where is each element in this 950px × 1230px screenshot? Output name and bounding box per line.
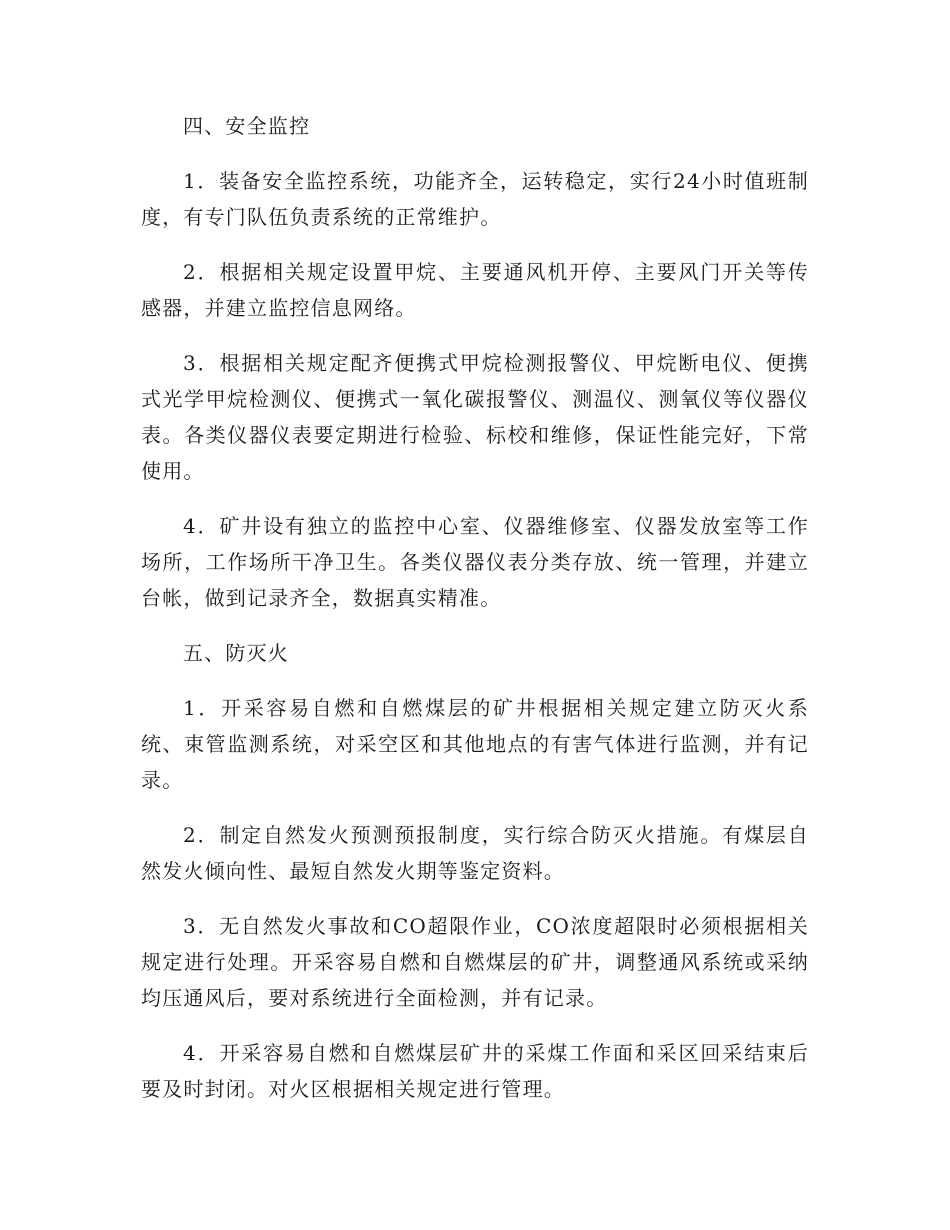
paragraph-monitoring-item-2: 2．根据相关规定设置甲烷、主要通风机开停、主要风门开关等传感器，并建立监控信息网络。 [141,260,809,320]
section-heading-fire-prevention: 五、防灭火 [183,641,289,665]
document-body [141,108,809,1107]
section-heading-safety-monitoring: 四、安全监控 [183,114,311,138]
paragraph-monitoring-item-3: 3．根据相关规定配齐便携式甲烷检测报警仪、甲烷断电仪、便携式光学甲烷检测仪、便携式一氧化碳报警仪、测温仪、测氧仪等仪器仪表。各类仪器仪表要定期进行检验、标校和维修，保证性能完好，下常使用。 [141,351,809,483]
paragraph-monitoring-item-4: 4．矿井设有独立的监控中心室、仪器维修室、仪器发放室等工作场所，工作场所干净卫生。各类仪器仪表分类存放、统一管理，并建立台帐，做到记录齐全，数据真实精准。 [141,514,809,610]
paragraph-fire-item-4: 4．开采容易自燃和自燃煤层矿井的采煤工作面和采区回采结束后要及时封闭。对火区根据相关规定进行管理。 [141,1041,809,1101]
paragraph-monitoring-item-1: 1．装备安全监控系统，功能齐全，运转稳定，实行24小时值班制度，有专门队伍负责系统的正常维护。 [141,169,809,229]
paragraph-fire-item-3: 3．无自然发火事故和CO超限作业，CO浓度超限时必须根据相关规定进行处理。开采容易自燃和自燃煤层的矿井，调整通风系统或采纳均压通风后，要对系统进行全面检测，并有记录。 [141,914,809,1010]
paragraph-fire-item-2: 2．制定自然发火预测预报制度，实行综合防灭火措施。有煤层自然发火倾向性、最短自然发火期等鉴定资料。 [141,823,809,883]
paragraph-fire-item-1: 1．开采容易自燃和自燃煤层的矿井根据相关规定建立防灭火系统、束管监测系统，对采空区和其他地点的有害气体进行监测，并有记录。 [141,696,809,792]
